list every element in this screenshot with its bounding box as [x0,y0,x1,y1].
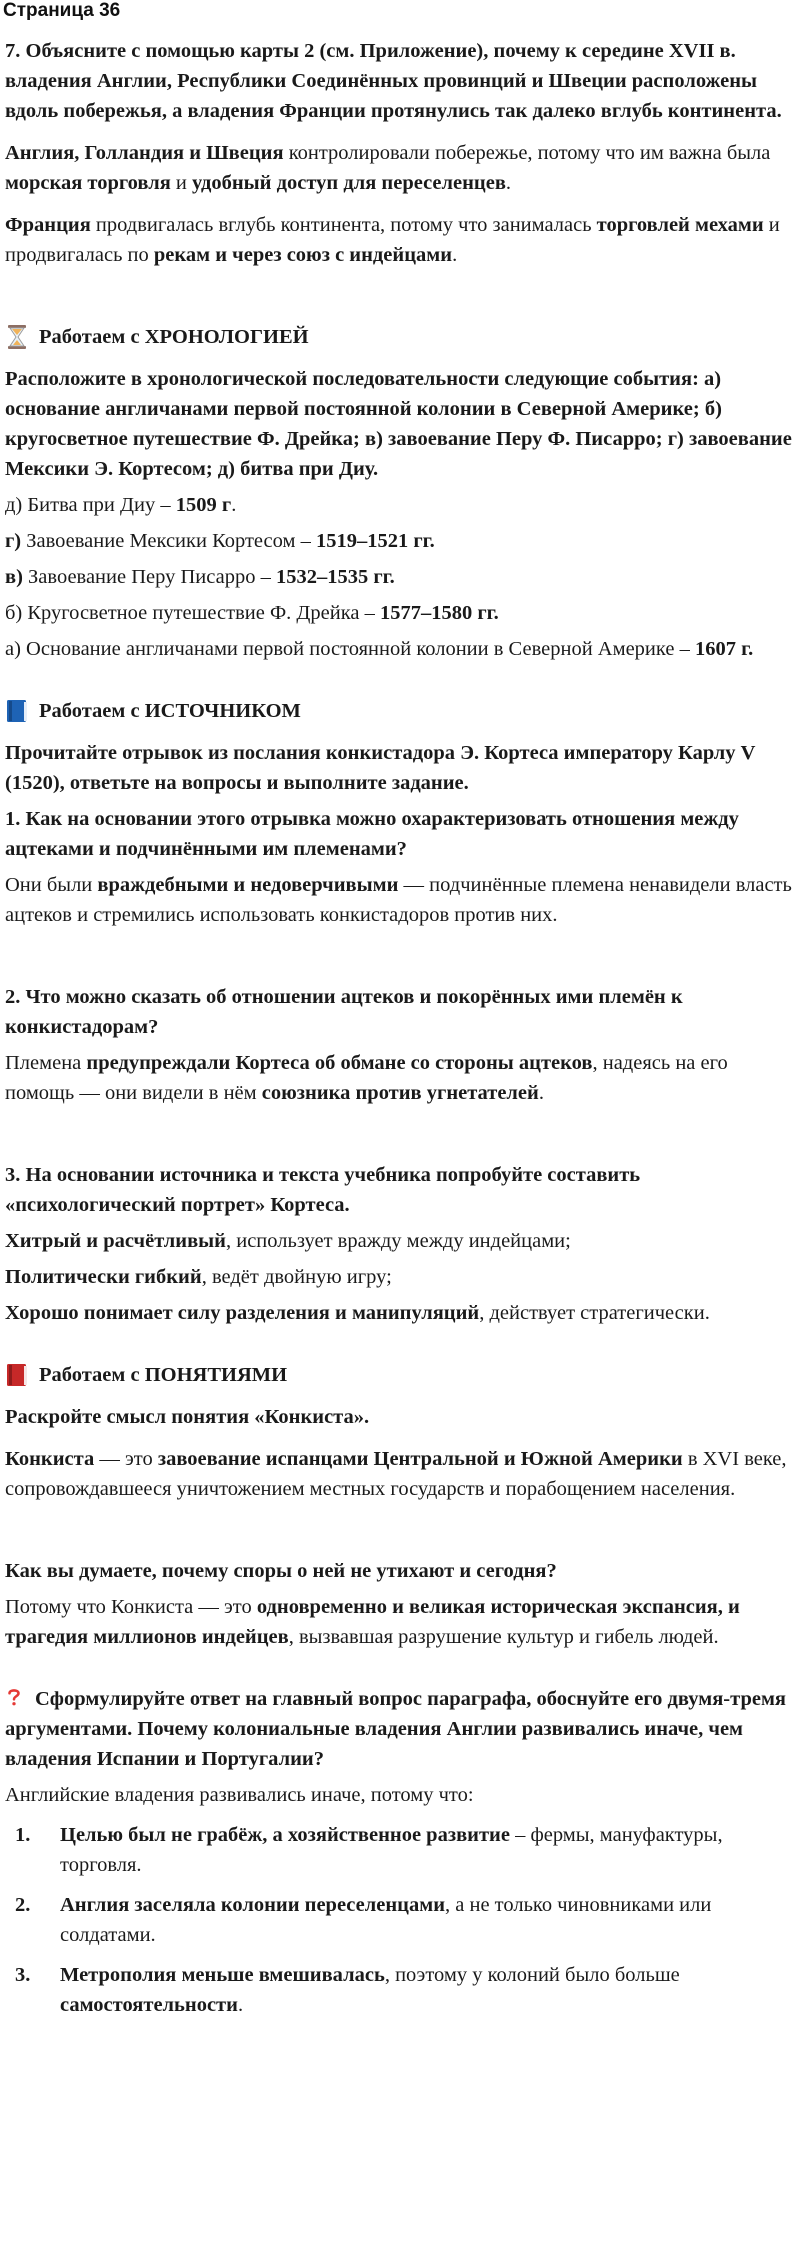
list-item [5,1820,795,1880]
bold-text: торговлей мехами [596,214,764,236]
text-run: , использует вражду между индейцами; [225,1230,571,1252]
text-run: Завоевание Перу Писарро – [22,566,276,588]
source-question-3: 3. На основании источника и текста учебника попробуйте составить «психологический портрет» Кортеса. [5,1164,641,1216]
bold-text: 1532–1535 гг. [275,566,395,588]
red-book-icon [5,1362,29,1388]
reasons-list [5,1820,795,2020]
bold-text: самостоятельности [60,1994,238,2016]
bold-text: г) [5,530,22,552]
portrait-trait [5,1226,795,1256]
portrait-trait [5,1298,795,1328]
main-question [5,1684,795,1774]
book-icon [5,698,29,724]
answer-7-part-2 [5,210,795,270]
list-item-text [60,1890,795,1950]
chronology-heading-text: Работаем с ХРОНОЛОГИЕЙ [39,326,309,348]
answer-7-part-1 [5,138,795,198]
concepts-answer-2 [5,1592,795,1652]
text-run: — это [94,1448,158,1470]
page-label: Страница 36 [3,0,121,21]
text-run: — подчинённые племена ненавидели власть ацтеков и стремились использовать конкистадоров против них. [5,874,792,926]
text-run: продвигалась вглубь континента, потому что занималась [90,214,597,236]
chronology-event [5,490,795,520]
bold-text: в) [5,566,23,588]
portrait-trait [5,1262,795,1292]
list-item-number: 2. [15,1894,31,1916]
text-run: . [505,172,512,194]
main-question-intro: Английские владения развивались иначе, потому что: [5,1784,474,1806]
concepts-heading [5,1360,795,1390]
list-item [5,1890,795,1950]
list-item-text [60,1960,795,2020]
bold-text: завоевание испанцами Центральной и Южной Америки [157,1448,683,1470]
text-run: а) Основание англичанами первой постоянной колонии в Северной Америке – [5,638,695,660]
concepts-answer-1 [5,1444,795,1504]
chronology-event [5,634,795,664]
bold-text: 1577–1580 гг. [379,602,499,624]
source-question-1: 1. Как на основании этого отрывка можно охарактеризовать отношения между ацтеками и подчинёнными им племенами? [5,808,739,860]
bold-text: Англия, Голландия и Швеция [5,142,284,164]
source-question-2: 2. Что можно сказать об отношении ацтеков и покорённых ими племён к конкистадорам? [5,986,683,1038]
text-run: , надеясь на его помощь — они видели в нём [5,1052,728,1104]
bold-text: 1519–1521 гг. [315,530,435,552]
text-run: Племена [5,1052,87,1074]
text-run: и [170,172,193,194]
bold-text: Англия заселяла колонии переселенцами [60,1894,446,1916]
text-run: , а не только чиновниками или солдатами. [60,1894,712,1946]
list-item [5,1960,795,2020]
hourglass-icon [5,324,29,350]
chronology-event [5,526,795,556]
text-run: , ведёт двойную игру; [201,1266,392,1288]
bold-text: одновременно и великая историческая экспансия, и трагедия миллионов индейцев [5,1596,740,1648]
list-item-number: 1. [15,1824,31,1846]
question-7: 7. Объясните с помощью карты 2 (см. Приложение), почему к середине XVII в. владения Англии, Республики Соединённых провинций и Швеции расположены вдоль побережья, а владения Франции протянулись так далеко вглубь континента. [5,40,782,122]
concepts-heading-text: Работаем с ПОНЯТИЯМИ [39,1364,288,1386]
text-run: Завоевание Мексики Кортесом – [21,530,316,552]
source-task: Прочитайте отрывок из послания конкистадора Э. Кортеса императору Карлу V (1520), ответьте на вопросы и выполните задание. [5,742,756,794]
text-run: . [452,244,458,266]
text-run: . [237,1994,244,2016]
text-run: Потому что Конкиста — это [5,1596,257,1618]
bold-text: враждебными и недоверчивыми [97,874,399,896]
page-content [5,36,795,2020]
bold-text: удобный доступ для переселенцев [192,172,506,194]
chronology-events [5,490,795,664]
chronology-heading [5,322,795,352]
source-answer-2 [5,1048,795,1108]
bold-text: Франция [5,214,91,236]
bold-text: предупреждали Кортеса об обмане со стороны ацтеков [86,1052,593,1074]
source-answer-1 [5,870,795,930]
main-question-text: Сформулируйте ответ на главный вопрос параграфа, обоснуйте его двумя-тремя аргументами. Почему колониальные владения Англии развивались иначе, чем владения Испании и Португалии? [5,1688,786,1770]
bold-text: 1509 г [175,494,232,516]
bold-text: рекам и через союз с индейцами [153,244,453,266]
source-heading-text: Работаем с ИСТОЧНИКОМ [39,700,301,722]
text-run: и продвигалась по [5,214,780,266]
bold-text: Политически гибкий [5,1266,202,1288]
bold-text: Хорошо понимает силу разделения и манипуляций [5,1302,480,1324]
text-run: Они были [5,874,98,896]
list-item-text [60,1820,795,1880]
text-run: . [538,1082,544,1104]
bold-text: союзника против угнетателей [261,1082,539,1104]
chronology-event [5,598,795,628]
text-run: , действует стратегически. [479,1302,710,1324]
list-item-number: 3. [15,1964,31,1986]
text-run: , поэтому у колоний было больше [384,1964,680,1986]
text-run: – фермы, мануфактуры, торговля. [60,1824,723,1876]
text-run: контролировали побережье, потому что им важна была [283,142,771,164]
bold-text: 1607 г. [694,638,754,660]
bold-text: Конкиста [5,1448,95,1470]
text-run: в XVI веке, сопровождавшееся уничтожением местных государств и порабощением населения. [5,1448,787,1500]
text-run: д) Битва при Диу – [5,494,176,516]
text-run: , вызвавшая разрушение культур и гибель людей. [288,1626,719,1648]
bold-text: Метрополия меньше вмешивалась [60,1964,385,1986]
bold-text: морская торговля [5,172,171,194]
concepts-task: Раскройте смысл понятия «Конкиста». [5,1406,370,1428]
question-mark-icon [5,1686,23,1708]
text-run: . [231,494,237,516]
source-heading [5,696,795,726]
concepts-question-2: Как вы думаете, почему споры о ней не утихают и сегодня? [5,1560,557,1582]
chronology-event [5,562,795,592]
chronology-task: Расположите в хронологической последовательности следующие события: а) основание англичанами первой постоянной колонии в Северной Америке; б) кругосветное путешествие Ф. Дрейка; в) завоевание Перу Ф. Писарро; г) завоевание Мексики Э. Кортесом; д) битва при Диу. [5,368,792,480]
text-run: б) Кругосветное путешествие Ф. Дрейка – [5,602,380,624]
bold-text: Хитрый и расчётливый [5,1230,226,1252]
bold-text: Целью был не грабёж, а хозяйственное развитие [60,1824,510,1846]
